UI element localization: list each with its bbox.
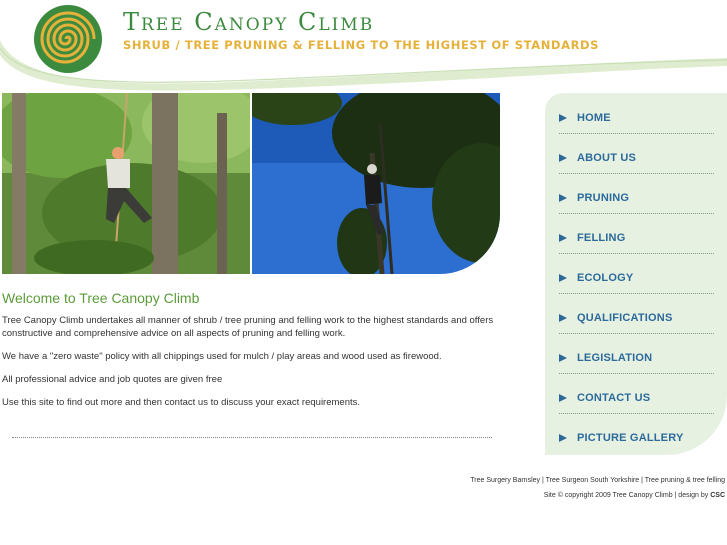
nav-label[interactable]: PICTURE GALLERY [577,432,684,444]
main-nav [545,93,727,455]
site-header [0,0,727,92]
site-title: Tree Canopy Climb [123,8,375,36]
content-divider [12,437,492,438]
nav-contact-us[interactable] [559,373,714,414]
arrow-right-icon [559,154,567,162]
nav-label[interactable]: FELLING [577,232,626,244]
nav-label[interactable]: CONTACT US [577,392,651,404]
nav-label[interactable]: ECOLOGY [577,272,634,284]
nav-label[interactable]: HOME [577,112,611,124]
nav-label[interactable]: QUALIFICATIONS [577,312,673,324]
intro-paragraph: Tree Canopy Climb undertakes all manner of shrub / tree pruning and felling work to the highest standards and offers constructive and comprehensive advice on all aspects of pruning and felling work. [2,315,494,339]
nav-qualifications[interactable] [559,293,714,334]
welcome-heading: Welcome to Tree Canopy Climb [2,290,200,306]
zero-waste-paragraph: We have a "zero waste" policy with all chippings used for mulch / play areas and wood used as firewood. [2,351,442,362]
free-quotes-paragraph: All professional advice and job quotes are given free [2,374,223,385]
nav-pruning[interactable] [559,173,714,214]
copyright-text: Site © copyright 2009 Tree Canopy Climb | design by [543,492,709,499]
photo-climber-left [2,93,250,274]
photo-climber-right [252,93,500,274]
nav-label[interactable]: PRUNING [577,192,630,204]
nav-label[interactable]: ABOUT US [577,152,637,164]
nav-picture-gallery[interactable] [559,413,714,453]
nav-home[interactable] [559,93,714,134]
footer-seo-links[interactable]: Tree Surgery Barnsley | Tree Surgeon South Yorkshire | Tree pruning & tree felling [470,477,725,484]
contact-paragraph: Use this site to find out more and then contact us to discuss your exact requirements. [2,397,361,408]
arrow-right-icon [559,314,567,322]
nav-legislation[interactable] [559,333,714,374]
arrow-right-icon [559,274,567,282]
arrow-right-icon [559,114,567,122]
nav-label[interactable]: LEGISLATION [577,352,653,364]
arrow-right-icon [559,354,567,362]
footer-copyright [544,492,725,499]
arrow-right-icon [559,434,567,442]
designer-link[interactable]: CSC [710,492,725,499]
nav-about-us[interactable] [559,133,714,174]
arrow-right-icon [559,194,567,202]
spiral-logo-icon[interactable] [30,3,106,75]
arrow-right-icon [559,394,567,402]
main-content [2,290,507,419]
nav-ecology[interactable] [559,253,714,294]
nav-felling[interactable] [559,213,714,254]
arrow-right-icon [559,234,567,242]
site-tagline: SHRUB / TREE PRUNING & FELLING TO THE HIGHEST OF STANDARDS [123,38,600,52]
